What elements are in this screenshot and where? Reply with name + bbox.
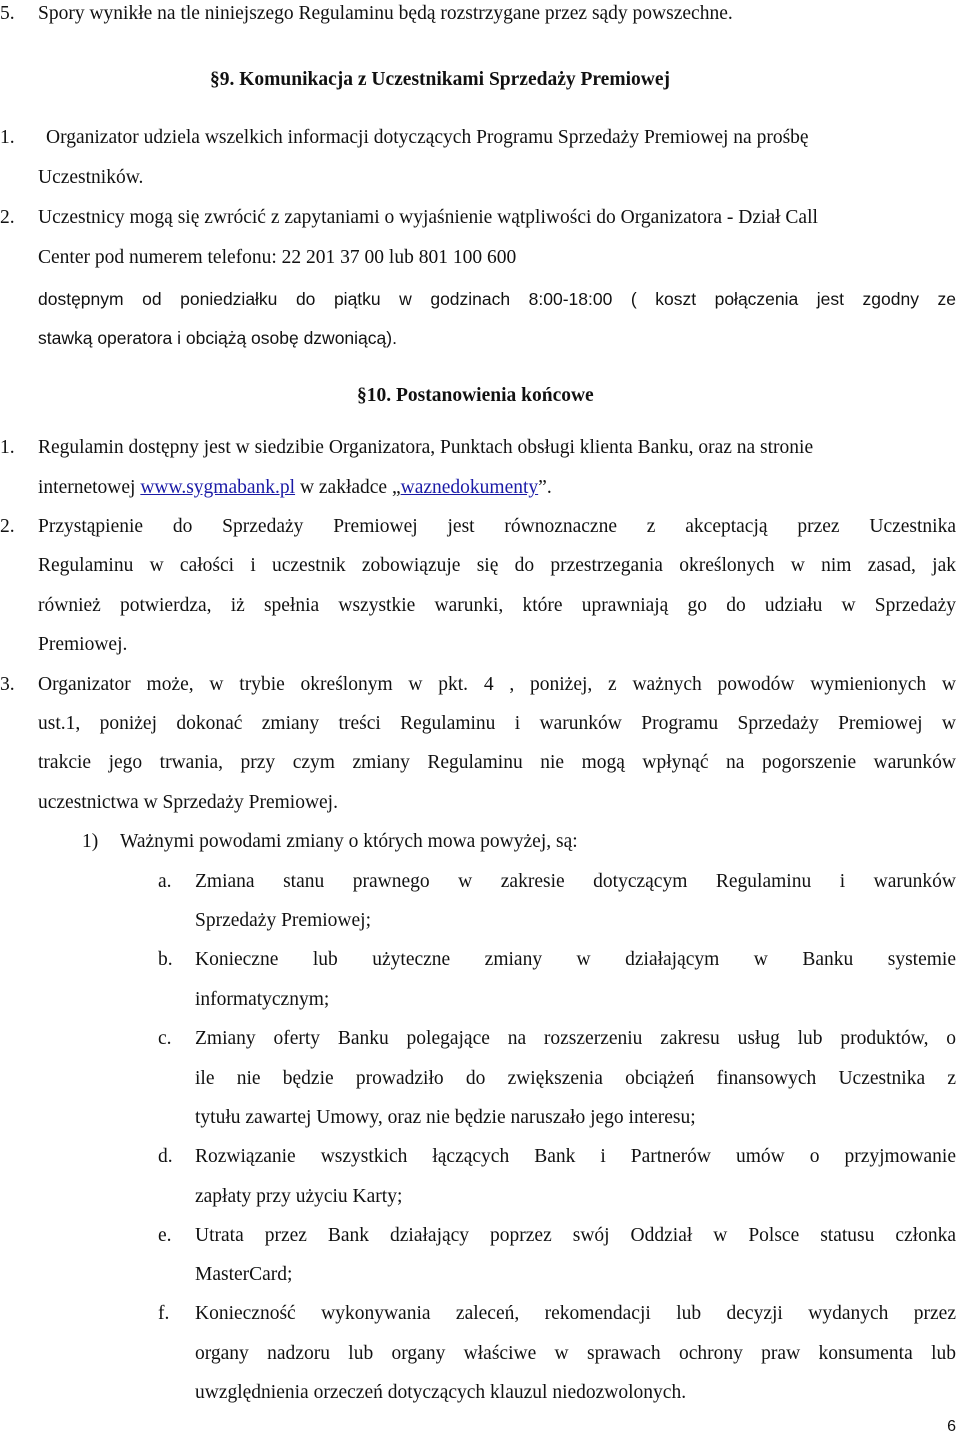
list-item-text: Konieczność wykonywania zaleceń, rekomendacji lub decyzji wydanych przez: [195, 1303, 956, 1324]
paragraph-text: Ważnymi powodami zmiany o których mowa powyżej, są:: [120, 831, 578, 852]
list-item-text: zapłaty przy użyciu Karty;: [195, 1186, 403, 1207]
paragraph-text: Spory wynikłe na tle niniejszego Regulaminu będą rozstrzygane przez sądy powszechne.: [38, 3, 733, 24]
section-10-heading: §10. Postanowienia końcowe: [357, 385, 594, 406]
list-number: 1.: [0, 437, 15, 458]
list-number: 2.: [0, 516, 15, 537]
paragraph-text: Center pod numerem telefonu: 22 201 37 00 lub 801 100 600: [38, 247, 517, 268]
list-number: 5.: [0, 3, 15, 24]
list-letter: d.: [158, 1146, 173, 1167]
paragraph-text: internetowej www.sygmabank.pl w zakładce „waznedokumenty”.: [38, 477, 552, 498]
paragraph-text: Premiowej.: [38, 634, 128, 655]
paragraph-text: trakcie jego trwania, przy czym zmiany Regulaminu nie mogą wpłynąć na pogorszenie warunków: [38, 752, 956, 773]
list-item-text: organy nadzoru lub organy właściwe w sprawach ochrony praw konsumenta lub: [195, 1343, 956, 1364]
list-number: 1.: [0, 127, 15, 148]
waznedokumenty-link[interactable]: waznedokumenty: [400, 477, 539, 498]
paragraph-text: Regulamin dostępny jest w siedzibie Organizatora, Punktach obsługi klienta Banku, oraz na stronie: [38, 437, 814, 458]
list-item-text: tytułu zawartej Umowy, oraz nie będzie naruszało jego interesu;: [195, 1107, 696, 1128]
list-letter: c.: [158, 1028, 172, 1049]
paragraph-text: Organizator udziela wszelkich informacji dotyczących Programu Sprzedaży Premiowej na prośbę: [46, 127, 809, 148]
list-item-text: ile nie będzie prowadziło do zwiększenia obciążeń finansowych Uczestnika z: [195, 1068, 956, 1089]
paragraph-text: Uczestnicy mogą się zwrócić z zapytaniami o wyjaśnienie wątpliwości do Organizatora - Dział Call: [38, 207, 818, 228]
list-number: 3.: [0, 674, 15, 695]
list-item-text: Zmiany oferty Banku polegające na rozszerzeniu zakresu usług lub produktów, o: [195, 1028, 956, 1049]
list-item-text: Konieczne lub użyteczne zmiany w działającym w Banku systemie: [195, 949, 956, 970]
paragraph-text: Regulaminu w całości i uczestnik zobowiązuje się do przestrzegania określonych w nim zasad, jak: [38, 555, 956, 576]
paragraph-text: również potwierdza, iż spełnia wszystkie warunki, które uprawniają go do udziału w Sprzedaży: [38, 595, 956, 616]
list-letter: b.: [158, 949, 173, 970]
list-item-text: Zmiana stanu prawnego w zakresie dotyczącym Regulaminu i warunków: [195, 871, 956, 892]
paragraph-text: Organizator może, w trybie określonym w pkt. 4 , poniżej, z ważnych powodów wymienionych w: [38, 674, 956, 695]
sygmabank-link[interactable]: www.sygmabank.pl: [140, 477, 296, 498]
list-number: 1): [82, 831, 99, 852]
paragraph-text: Przystąpienie do Sprzedaży Premiowej jest równoznaczne z akceptacją przez Uczestnika: [38, 516, 956, 537]
list-item-text: Utrata przez Bank działający poprzez swój Oddział w Polsce statusu członka: [195, 1225, 956, 1246]
paragraph-text-sans: stawką operatora i obciążą osobę dzwoniącą).: [38, 328, 397, 348]
list-number: 2.: [0, 207, 15, 228]
paragraph-text: uczestnictwa w Sprzedaży Premiowej.: [38, 792, 338, 813]
page-number: 6: [947, 1418, 956, 1435]
list-item-text: informatycznym;: [195, 989, 330, 1010]
paragraph-text: Uczestników.: [38, 167, 144, 188]
list-item-text: MasterCard;: [195, 1264, 293, 1285]
list-letter: e.: [158, 1225, 172, 1246]
list-item-text: Sprzedaży Premiowej;: [195, 910, 371, 931]
section-9-heading: §9. Komunikacja z Uczestnikami Sprzedaży Premiowej: [210, 69, 670, 90]
list-letter: f.: [158, 1303, 170, 1324]
list-letter: a.: [158, 871, 172, 892]
paragraph-text-sans: dostępnym od poniedziałku do piątku w godzinach 8:00-18:00 ( koszt połączenia jest zgodny ze: [38, 289, 956, 309]
list-item-text: uwzględnienia orzeczeń dotyczących klauzul niedozwolonych.: [195, 1382, 687, 1403]
paragraph-text: ust.1, poniżej dokonać zmiany treści Regulaminu i warunków Programu Sprzedaży Premiowej w: [38, 713, 956, 734]
list-item-text: Rozwiązanie wszystkich łączących Bank i Partnerów umów o przyjmowanie: [195, 1146, 956, 1167]
